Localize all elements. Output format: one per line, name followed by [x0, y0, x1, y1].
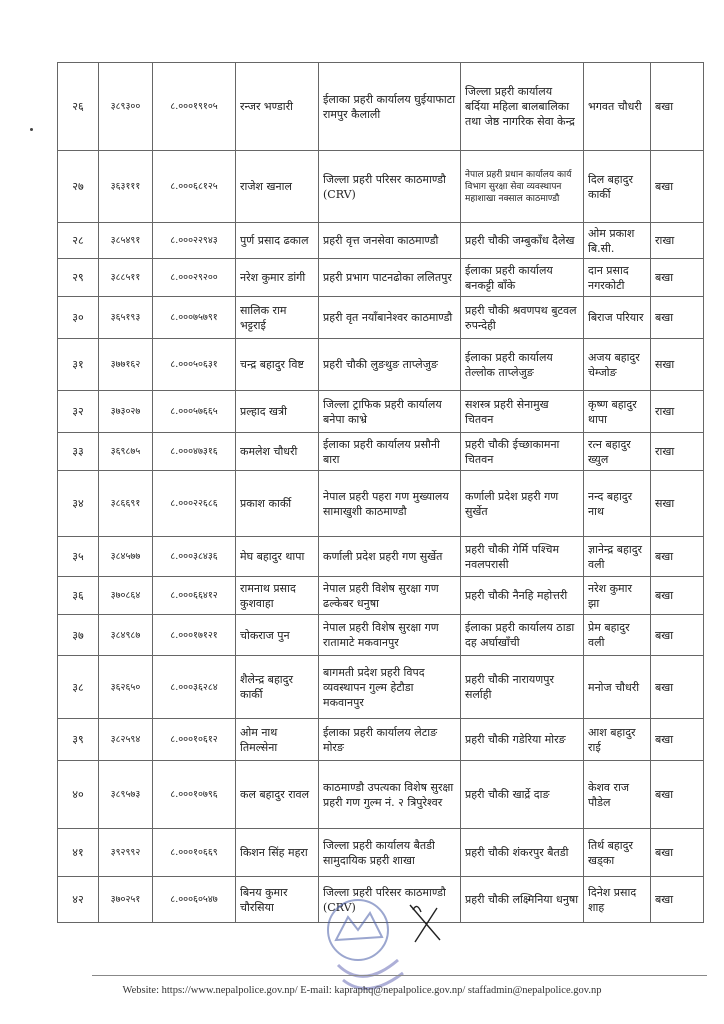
cell-supervisor: आश बहादुर राई [584, 719, 651, 761]
table-row [58, 537, 704, 577]
cell-transfer-office: प्रहरी चौकी खार्द्रे दाङ [461, 761, 584, 829]
cell-personnel-code: ८.०००१७१२१ [153, 615, 236, 656]
cell-serial-no: ३६ [58, 577, 99, 615]
cell-transfer-office: कर्णाली प्रदेश प्रहरी गण सुर्खेत [461, 471, 584, 537]
cell-supervisor: ओम प्रकाश बि.सी. [584, 223, 651, 259]
cell-current-office: प्रहरी प्रभाग पाटनढोका ललितपुर [319, 259, 461, 297]
cell-supervisor: केशव राज पौडेल [584, 761, 651, 829]
cell-transfer-office: प्रहरी चौकी गडेरिया मोरङ [461, 719, 584, 761]
cell-serial-no: ३२ [58, 391, 99, 433]
table-body [58, 63, 704, 923]
cell-serial-no: २९ [58, 259, 99, 297]
cell-personnel-code: ८.०००४७३१६ [153, 433, 236, 471]
cell-transfer-office: सशस्त्र प्रहरी सेनामुख चितवन [461, 391, 584, 433]
cell-serial-no: ४१ [58, 829, 99, 877]
cell-serial-no: ३१ [58, 339, 99, 391]
cell-name: मेघ बहादुर थापा [236, 537, 319, 577]
cell-transfer-office: जिल्ला प्रहरी कार्यालय बर्दिया महिला बालबालिका तथा जेष्ठ नागरिक सेवा केन्द्र [461, 63, 584, 151]
scan-speck [30, 128, 33, 131]
cell-current-office: ईलाका प्रहरी कार्यालय लेटाङ मोरङ [319, 719, 461, 761]
cell-name: सालिक राम भट्टराई [236, 297, 319, 339]
cell-police-id: ३८९३०० [99, 63, 153, 151]
cell-supervisor: कृष्ण बहादुर थापा [584, 391, 651, 433]
cell-current-office: जिल्ला प्रहरी परिसर काठमाण्डौ (CRV) [319, 877, 461, 923]
cell-police-id: ३८६६९१ [99, 471, 153, 537]
cell-police-id: ३८९५७३ [99, 761, 153, 829]
cell-transfer-office: ईलाका प्रहरी कार्यालय तेल्लोक ताप्लेजुङ [461, 339, 584, 391]
cell-transfer-office: प्रहरी चौकी नारायणपुर सर्लाही [461, 656, 584, 719]
cell-name: शैलेन्द्र बहादुर कार्की [236, 656, 319, 719]
cell-rank: सखा [651, 471, 704, 537]
cell-current-office: काठमाण्डौ उपत्यका विशेष सुरक्षा प्रहरी गण गुल्म नं. २ त्रिपुरेश्वर [319, 761, 461, 829]
cell-police-id: ३७७१६२ [99, 339, 153, 391]
table-row [58, 223, 704, 259]
cell-current-office: नेपाल प्रहरी पहरा गण मुख्यालय सामाखुशी काठमाण्डौ [319, 471, 461, 537]
cell-rank: बखा [651, 577, 704, 615]
cell-serial-no: ४२ [58, 877, 99, 923]
cell-supervisor: तिर्थ बहादुर खड्का [584, 829, 651, 877]
cell-transfer-office: प्रहरी चौकी गेर्मि पश्चिम नवलपरासी [461, 537, 584, 577]
cell-serial-no: ३७ [58, 615, 99, 656]
cell-rank: राखा [651, 391, 704, 433]
cell-name: प्रकाश कार्की [236, 471, 319, 537]
cell-current-office: प्रहरी वृत्त जनसेवा काठमाण्डौ [319, 223, 461, 259]
cell-current-office: जिल्ला प्रहरी परिसर काठमाण्डौ (CRV) [319, 151, 461, 223]
cell-supervisor: दान प्रसाद नगरकोटी [584, 259, 651, 297]
cell-supervisor: नरेश कुमार झा [584, 577, 651, 615]
cell-supervisor: अजय बहादुर चेम्जोङ [584, 339, 651, 391]
cell-serial-no: २७ [58, 151, 99, 223]
cell-name: प्रल्हाद खत्री [236, 391, 319, 433]
table-row [58, 577, 704, 615]
cell-police-id: ३८४९८७ [99, 615, 153, 656]
table-row [58, 433, 704, 471]
cell-name: किशन सिंह महरा [236, 829, 319, 877]
cell-name: पुर्ण प्रसाद ढकाल [236, 223, 319, 259]
cell-serial-no: ३४ [58, 471, 99, 537]
cell-serial-no: ३९ [58, 719, 99, 761]
cell-rank: बखा [651, 656, 704, 719]
cell-personnel-code: ८.०००५७६६५ [153, 391, 236, 433]
cell-current-office: जिल्ला ट्राफिक प्रहरी कार्यालय बनेपा काभ्रे [319, 391, 461, 433]
cell-personnel-code: ८.०००५०६३१ [153, 339, 236, 391]
table-row [58, 615, 704, 656]
cell-supervisor: बिराज परियार [584, 297, 651, 339]
table-row [58, 339, 704, 391]
table-row [58, 391, 704, 433]
cell-current-office: प्रहरी चौकी लुङथुङ ताप्लेजुङ [319, 339, 461, 391]
cell-police-id: ३८२५९४ [99, 719, 153, 761]
personnel-transfer-table [57, 62, 704, 923]
cell-name: कल बहादुर रावल [236, 761, 319, 829]
cell-name: ओम नाथ तिमल्सेना [236, 719, 319, 761]
cell-rank: बखा [651, 151, 704, 223]
cell-serial-no: ३५ [58, 537, 99, 577]
table-row [58, 297, 704, 339]
cell-supervisor: प्रेम बहादुर वली [584, 615, 651, 656]
cell-transfer-office: नेपाल प्रहरी प्रधान कार्यालय कार्य विभाग सुरक्षा सेवा व्यवस्थापन महाशाखा नक्साल काठमाण्डौ [461, 151, 584, 223]
cell-name: नरेश कुमार डांगी [236, 259, 319, 297]
table-row [58, 63, 704, 151]
cell-rank: राखा [651, 223, 704, 259]
cell-rank: राखा [651, 433, 704, 471]
cell-rank: बखा [651, 877, 704, 923]
cell-rank: बखा [651, 615, 704, 656]
cell-transfer-office: प्रहरी चौकी लक्ष्मिनिया धनुषा [461, 877, 584, 923]
cell-name: राजेश खनाल [236, 151, 319, 223]
cell-police-id: ३९२९९२ [99, 829, 153, 877]
cell-supervisor: रत्न बहादुर ख्युल [584, 433, 651, 471]
cell-personnel-code: ८.०००६०५४७ [153, 877, 236, 923]
cell-serial-no: ३० [58, 297, 99, 339]
cell-personnel-code: ८.०००१९१०५ [153, 63, 236, 151]
cell-transfer-office: प्रहरी चौकी नैनहि महोत्तरी [461, 577, 584, 615]
cell-name: चोकराज पुन [236, 615, 319, 656]
cell-personnel-code: ८.०००६६४१२ [153, 577, 236, 615]
cell-serial-no: ३८ [58, 656, 99, 719]
signature [405, 900, 445, 945]
cell-name: कमलेश चौधरी [236, 433, 319, 471]
cell-rank: बखा [651, 761, 704, 829]
cell-personnel-code: ८.०००२२६८६ [153, 471, 236, 537]
cell-rank: बखा [651, 537, 704, 577]
cell-rank: बखा [651, 63, 704, 151]
cell-supervisor: नन्द बहादुर नाथ [584, 471, 651, 537]
cell-transfer-office: ईलाका प्रहरी कार्यालय ठाडा दह अर्घाखाँची [461, 615, 584, 656]
cell-police-id: ३६२६५० [99, 656, 153, 719]
cell-police-id: ३६९८७५ [99, 433, 153, 471]
cell-rank: बखा [651, 829, 704, 877]
cell-serial-no: ३३ [58, 433, 99, 471]
cell-name: रामनाथ प्रसाद कुशवाहा [236, 577, 319, 615]
cell-transfer-office: प्रहरी चौकी शंकरपुर बैतडी [461, 829, 584, 877]
cell-supervisor: ज्ञानेन्द्र बहादुर वली [584, 537, 651, 577]
cell-current-office: नेपाल प्रहरी विशेष सुरक्षा गण रातामाटे मकवानपुर [319, 615, 461, 656]
cell-police-id: ३८५४९१ [99, 223, 153, 259]
cell-current-office: प्रहरी वृत नयाँबानेश्वर काठमाण्डौ [319, 297, 461, 339]
cell-current-office: ईलाका प्रहरी कार्यालय घुईयाफाटा रामपुर कैलाली [319, 63, 461, 151]
table-row [58, 719, 704, 761]
table-row [58, 656, 704, 719]
cell-personnel-code: ८.०००३८४३६ [153, 537, 236, 577]
table-row [58, 259, 704, 297]
cell-police-id: ३७०८६४ [99, 577, 153, 615]
cell-police-id: ३६३१११ [99, 151, 153, 223]
cell-personnel-code: ८.०००३६२८४ [153, 656, 236, 719]
cell-serial-no: २६ [58, 63, 99, 151]
cell-police-id: ३७०२५१ [99, 877, 153, 923]
cell-supervisor: भगवत चौधरी [584, 63, 651, 151]
cell-personnel-code: ८.०००१०६१२ [153, 719, 236, 761]
cell-transfer-office: प्रहरी चौकी श्रवणपथ बुटवल रुपन्देही [461, 297, 584, 339]
cell-rank: बखा [651, 297, 704, 339]
table-row [58, 761, 704, 829]
cell-police-id: ३६५१९३ [99, 297, 153, 339]
cell-personnel-code: ८.०००७५७९१ [153, 297, 236, 339]
cell-current-office: ईलाका प्रहरी कार्यालय प्रसौनी बारा [319, 433, 461, 471]
table-row [58, 151, 704, 223]
cell-name: रन्जर भण्डारी [236, 63, 319, 151]
cell-transfer-office: प्रहरी चौकी ईच्छाकामना चितवन [461, 433, 584, 471]
cell-transfer-office: ईलाका प्रहरी कार्यालय बनकट्टी बाँके [461, 259, 584, 297]
cell-transfer-office: प्रहरी चौकी जम्बुकाँध दैलेख [461, 223, 584, 259]
table-row [58, 829, 704, 877]
cell-supervisor: मनोज चौधरी [584, 656, 651, 719]
cell-personnel-code: ८.०००२२९४३ [153, 223, 236, 259]
cell-rank: बखा [651, 259, 704, 297]
cell-supervisor: दिनेश प्रसाद शाह [584, 877, 651, 923]
table-row [58, 471, 704, 537]
cell-current-office: बागमती प्रदेश प्रहरी विपद व्यवस्थापन गुल्म हेटौडा मकवानपुर [319, 656, 461, 719]
cell-rank: सखा [651, 339, 704, 391]
cell-police-id: ३७३०२७ [99, 391, 153, 433]
cell-supervisor: दिल बहादुर कार्की [584, 151, 651, 223]
cell-current-office: कर्णाली प्रदेश प्रहरी गण सुर्खेत [319, 537, 461, 577]
cell-personnel-code: ८.०००१०६६९ [153, 829, 236, 877]
cell-name: बिनय कुमार चौरसिया [236, 877, 319, 923]
footer-contact: Website: https://www.nepalpolice.gov.np/ E-mail: kapraphq@nepalpolice.gov.np/ staffadmin@nepalpolice.gov.np [122, 985, 602, 996]
cell-police-id: ३८४५७७ [99, 537, 153, 577]
cell-police-id: ३८८५११ [99, 259, 153, 297]
cell-name: चन्द्र बहादुर विष्ट [236, 339, 319, 391]
cell-personnel-code: ८.०००१०७९६ [153, 761, 236, 829]
cell-current-office: नेपाल प्रहरी विशेष सुरक्षा गण ढल्केबर धनुषा [319, 577, 461, 615]
footer-divider [92, 975, 707, 976]
cell-serial-no: ४० [58, 761, 99, 829]
cell-personnel-code: ८.०००२९२०० [153, 259, 236, 297]
cell-current-office: जिल्ला प्रहरी कार्यालय बैतडी सामुदायिक प्रहरी शाखा [319, 829, 461, 877]
cell-serial-no: २८ [58, 223, 99, 259]
cell-personnel-code: ८.०००६८१२५ [153, 151, 236, 223]
cell-rank: बखा [651, 719, 704, 761]
